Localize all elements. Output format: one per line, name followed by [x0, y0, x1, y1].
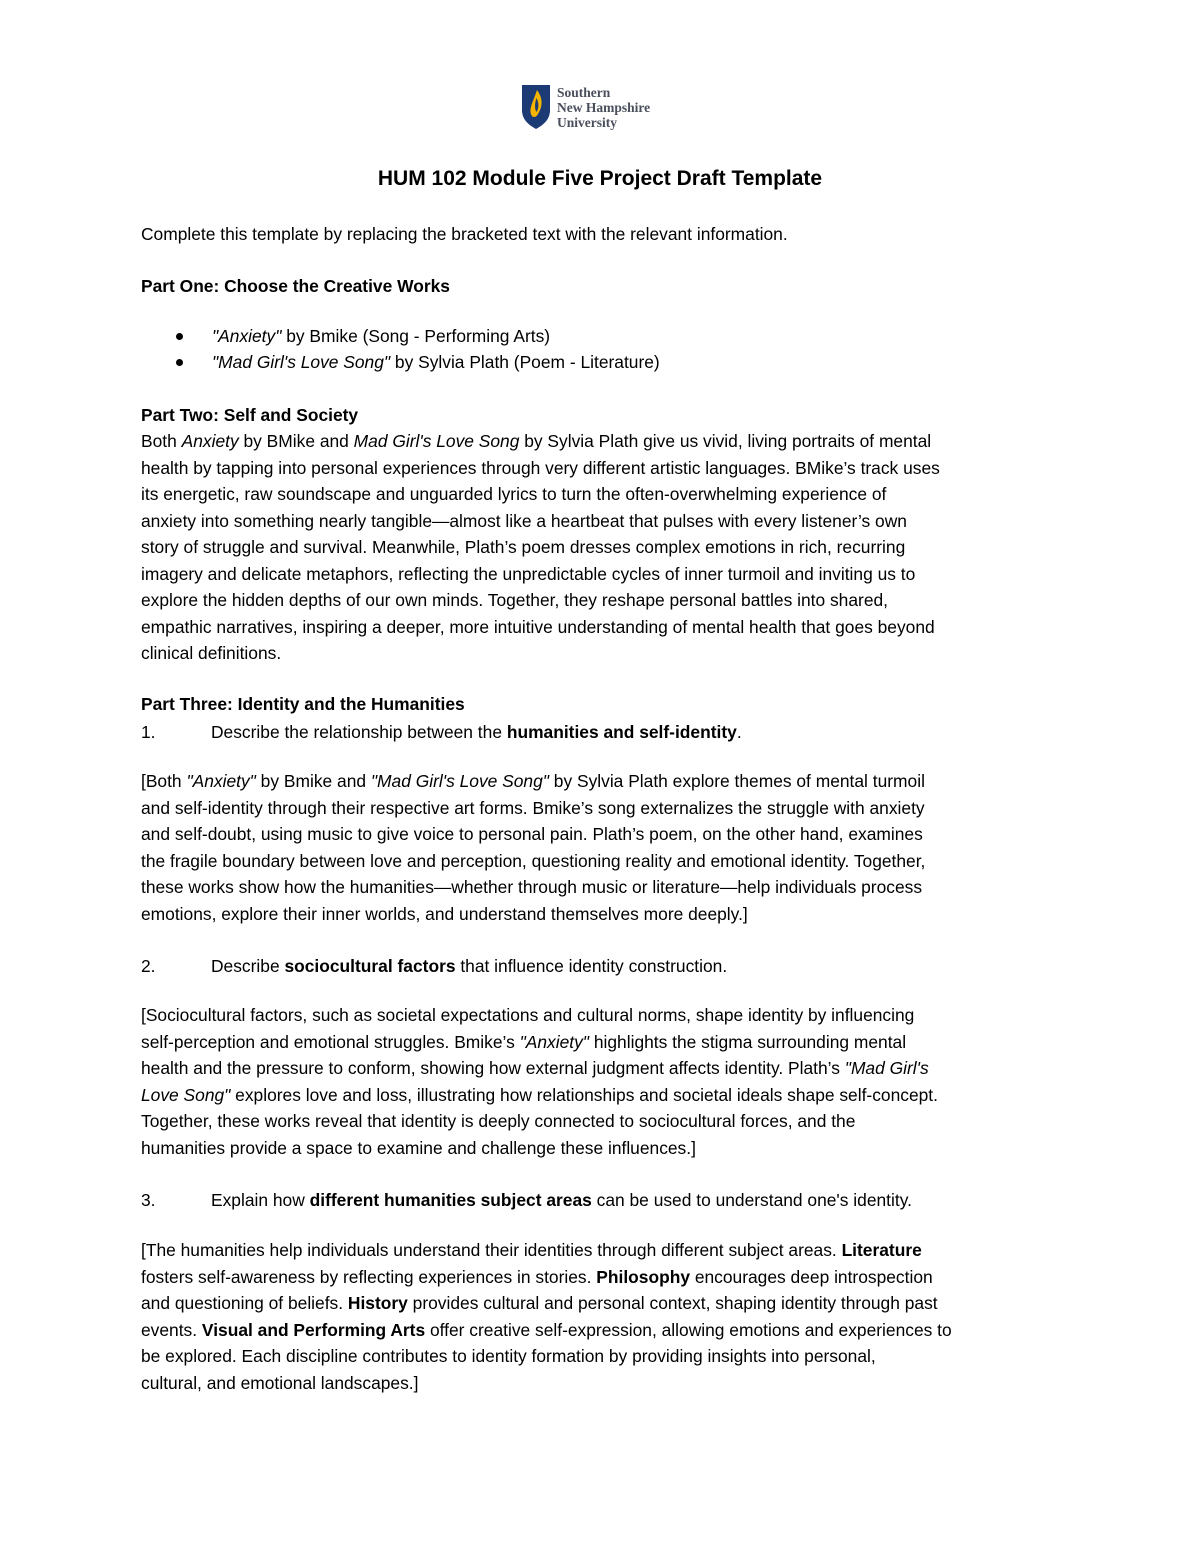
paragraph-line: clinical definitions. — [141, 643, 282, 663]
paragraph-line: and self-doubt, using music to give voice to personal pain. Plath’s poem, on the other hand, examines — [141, 824, 923, 844]
paragraph-line: empathic narratives, inspiring a deeper, more intuitive understanding of mental health that goes beyond — [141, 616, 935, 637]
paragraph-line: Both Anxiety by BMike and Mad Girl's Love Song by Sylvia Plath give us vivid, living portraits of mental — [141, 431, 932, 451]
paragraph-line: the fragile boundary between love and perception, questioning reality and emotional identity. Together, — [141, 850, 926, 871]
paragraph-line: be explored. Each discipline contributes to identity formation by providing insights into personal, — [141, 1346, 876, 1366]
work-details: by Sylvia Plath (Poem - Literature) — [390, 352, 660, 372]
question-3: 3. Explain how different humanities subject areas can be used to understand one's identity. — [141, 1187, 1059, 1213]
paragraph-line: self-perception and emotional struggles. Bmike’s "Anxiety" highlights the stigma surrounding mental — [141, 1031, 907, 1052]
list-item — [141, 323, 660, 349]
logo-line-1: Southern — [557, 85, 611, 100]
bullet-icon — [176, 333, 183, 340]
document-title: HUM 102 Module Five Project Draft Template — [377, 167, 823, 190]
logo-line-3: University — [557, 115, 617, 130]
shield-flame-icon — [521, 84, 551, 130]
paragraph-line: and self-identity through their respective art forms. Bmike’s song externalizes the struggle with anxiety — [141, 797, 925, 818]
question-number: 2. — [141, 956, 156, 976]
paragraph-line: fosters self-awareness by reflecting experiences in stories. Philosophy encourages deep introspection — [141, 1266, 933, 1287]
question-2: 2. Describe sociocultural factors that influence identity construction. — [141, 953, 1059, 979]
part-two-heading: Part Two: Self and Society — [141, 405, 359, 425]
question-1: 1. Describe the relationship between the humanities and self-identity. — [141, 719, 1059, 745]
paragraph-line: Together, these works reveal that identity is deeply connected to sociocultural forces, and the — [141, 1111, 856, 1131]
paragraph-line: and questioning of beliefs. History provides cultural and personal context, shaping identity through past — [141, 1293, 938, 1313]
question-number: 1. — [141, 722, 156, 742]
paragraph-line: anxiety into something nearly tangible—almost like a heartbeat that pulses with every listener’s own — [141, 510, 907, 531]
paragraph-line: Love Song" explores love and loss, illustrating how relationships and societal ideals shape self-concept. — [141, 1084, 938, 1105]
paragraph-line: these works show how the humanities—whether through music or literature—help individuals process — [141, 877, 923, 897]
paragraph-line: cultural, and emotional landscapes.] — [141, 1372, 419, 1393]
paragraph-line: story of struggle and survival. Meanwhile, Plath’s poem dresses complex emotions in rich, recurring — [141, 537, 906, 557]
paragraph-line: its energetic, raw soundscape and unguarded lyrics to turn the often-overwhelming experience of — [141, 484, 887, 504]
paragraph-line: [Both "Anxiety" by Bmike and "Mad Girl's Love Song" by Sylvia Plath explore themes of mental turmoil — [141, 771, 925, 791]
question-number: 3. — [141, 1190, 156, 1210]
creative-works-list — [141, 323, 660, 375]
part-two-body — [141, 428, 1059, 667]
paragraph-line: emotions, explore their inner worlds, and understand themselves more deeply.] — [141, 903, 748, 924]
part-one-heading: Part One: Choose the Creative Works — [141, 276, 450, 296]
paragraph-line: health by tapping into personal experiences through very different artistic languages. BMike’s track uses — [141, 457, 940, 478]
list-item — [141, 349, 660, 375]
paragraph-line: health and the pressure to conform, showing how external judgment affects identity. Plath’s "Mad Girl's — [141, 1058, 929, 1078]
work-details: by Bmike (Song - Performing Arts) — [281, 326, 551, 346]
bullet-icon — [176, 359, 183, 366]
paragraph-line: [Sociocultural factors, such as societal expectations and cultural norms, shape identity by influencing — [141, 1005, 915, 1025]
university-wordmark — [557, 84, 650, 130]
answer-1 — [141, 768, 1059, 927]
answer-3 — [141, 1237, 1059, 1396]
work-title: "Anxiety" — [212, 326, 282, 346]
answer-2 — [141, 1002, 1059, 1161]
paragraph-line: humanities provide a space to examine and challenge these influences.] — [141, 1137, 696, 1158]
intro-text: Complete this template by replacing the bracketed text with the relevant information. — [141, 224, 788, 244]
work-title: "Mad Girl's Love Song" — [212, 352, 391, 372]
logo-line-2: New Hampshire — [557, 100, 651, 115]
paragraph-line: [The humanities help individuals understand their identities through different subject areas. Literature — [141, 1240, 922, 1260]
paragraph-line: events. Visual and Performing Arts offer creative self-expression, allowing emotions and experiences to — [141, 1319, 952, 1340]
part-three-heading: Part Three: Identity and the Humanities — [141, 694, 465, 714]
paragraph-line: imagery and delicate metaphors, reflecting the unpredictable cycles of inner turmoil and inviting us to — [141, 563, 916, 584]
paragraph-line: explore the hidden depths of our own minds. Together, they reshape personal battles into shared, — [141, 590, 888, 610]
university-logo — [521, 84, 650, 130]
